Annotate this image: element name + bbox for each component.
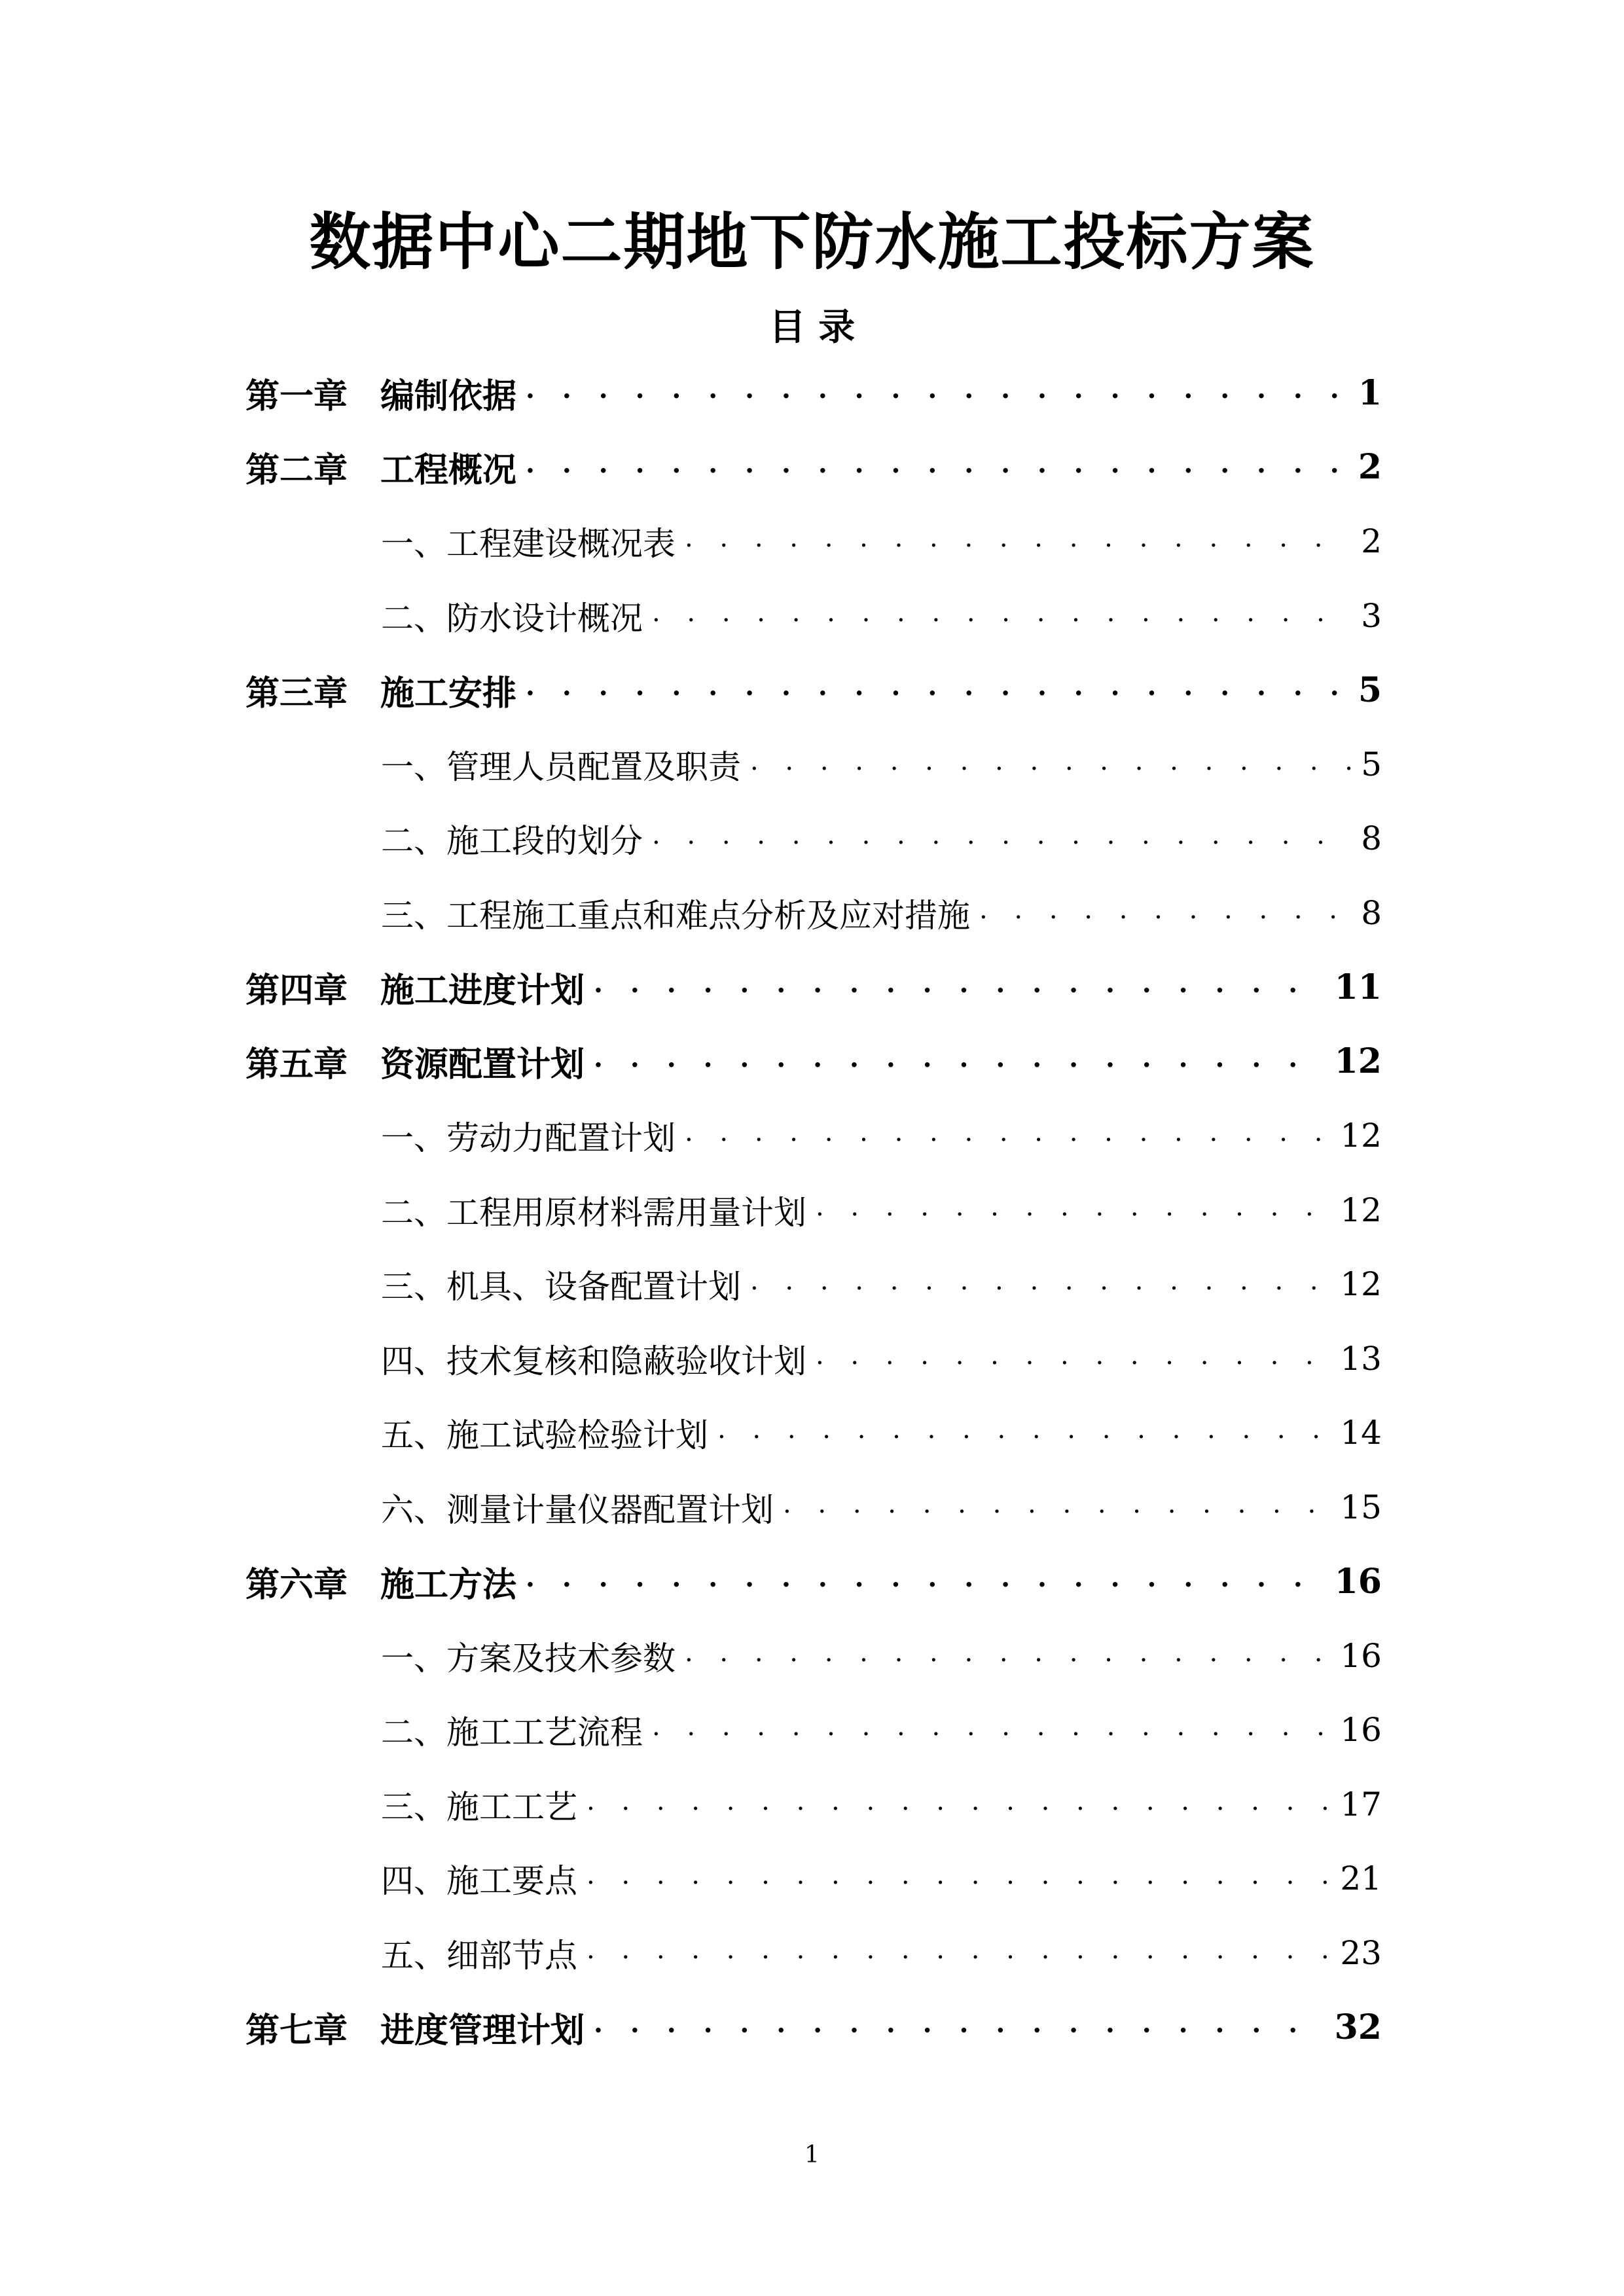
toc-entry-number: 第三章 — [245, 673, 348, 713]
toc-dot-leader — [594, 968, 1326, 1013]
toc-dot-leader — [717, 1414, 1331, 1459]
toc-entry-label: 管理人员配置及职责 — [446, 747, 741, 786]
toc-section-entry[interactable] — [381, 887, 1382, 939]
toc-entry-label: 工程建设概况表 — [446, 525, 676, 563]
toc-entry-page: 5 — [1358, 670, 1382, 710]
toc-entry-number: 第一章 — [245, 376, 348, 416]
toc-dot-leader — [816, 1192, 1331, 1236]
toc-entry-label: 防水设计概况 — [446, 599, 643, 637]
toc-entry-label: 施工试验检验计划 — [446, 1416, 708, 1454]
toc-section-entry[interactable] — [381, 1778, 1382, 1831]
toc-chapter-entry[interactable] — [245, 441, 1382, 493]
toc-entry-number: 第五章 — [245, 1045, 348, 1085]
toc-entry-page: 5 — [1361, 745, 1382, 783]
toc-entry-label: 劳动力配置计划 — [446, 1119, 676, 1157]
toc-entry-number: 四、 — [381, 1342, 446, 1380]
toc-entry-label: 施工工艺 — [446, 1787, 577, 1826]
toc-entry-page: 8 — [1361, 819, 1382, 857]
toc-entry-page: 14 — [1340, 1414, 1382, 1452]
toc-dot-leader — [816, 1340, 1331, 1385]
toc-entry-label: 资源配置计划 — [380, 1045, 585, 1085]
toc-section-entry[interactable] — [381, 590, 1382, 642]
toc-dot-leader — [594, 1043, 1326, 1088]
toc-entry-number: 第六章 — [245, 1564, 348, 1605]
toc-entry-page: 2 — [1358, 447, 1382, 487]
toc-entry-number: 第七章 — [245, 2010, 348, 2051]
toc-section-entry[interactable] — [381, 1927, 1382, 1979]
toc-entry-page: 2 — [1361, 522, 1382, 560]
toc-entry-page: 16 — [1340, 1711, 1382, 1749]
toc-entry-page: 12 — [1340, 1117, 1382, 1155]
toc-entry-number: 一、 — [381, 1119, 446, 1157]
document-title: 数据中心二期地下防水施工投标方案 — [309, 206, 1315, 278]
toc-entry-label: 施工段的划分 — [446, 822, 643, 860]
toc-entry-label: 工程施工重点和难点分析及应对措施 — [446, 896, 970, 935]
toc-entry-label: 方案及技术参数 — [446, 1639, 676, 1677]
toc-chapter-entry[interactable] — [245, 1035, 1382, 1088]
toc-entry-page: 16 — [1340, 1636, 1382, 1675]
toc-entry-number: 三、 — [381, 1787, 446, 1826]
toc-entry-label: 细部节点 — [446, 1936, 577, 1975]
toc-entry-number: 第二章 — [245, 450, 348, 490]
toc-entry-label: 机具、设备配置计划 — [446, 1268, 741, 1306]
toc-dot-leader — [685, 1638, 1331, 1682]
toc-entry-number: 三、 — [381, 896, 446, 935]
toc-dot-leader — [783, 1489, 1331, 1534]
toc-section-entry[interactable] — [381, 1258, 1382, 1310]
toc-chapter-entry[interactable] — [245, 2001, 1382, 2053]
toc-dot-leader — [685, 1117, 1331, 1162]
toc-chapter-entry[interactable] — [245, 664, 1382, 716]
toc-dot-leader — [586, 1786, 1331, 1831]
toc-dot-leader — [594, 2008, 1326, 2053]
toc-dot-leader — [526, 671, 1349, 716]
toc-dot-leader — [652, 1712, 1331, 1756]
toc-entry-number: 第四章 — [245, 970, 348, 1011]
toc-dot-leader — [750, 746, 1352, 791]
toc-entry-page: 23 — [1340, 1933, 1382, 1972]
toc-entry-label: 工程概况 — [380, 450, 517, 490]
toc-entry-page: 3 — [1361, 596, 1382, 635]
toc-section-entry[interactable] — [381, 1704, 1382, 1756]
toc-chapter-entry[interactable] — [245, 1555, 1382, 1607]
toc-entry-number: 二、 — [381, 1713, 446, 1751]
toc-entry-page: 15 — [1340, 1488, 1382, 1526]
toc-entry-number: 五、 — [381, 1416, 446, 1454]
toc-entry-page: 12 — [1340, 1265, 1382, 1303]
toc-entry-page: 11 — [1334, 967, 1382, 1007]
toc-entry-label: 施工工艺流程 — [446, 1713, 643, 1751]
toc-entry-page: 16 — [1334, 1561, 1382, 1602]
toc-entry-page: 1 — [1358, 372, 1382, 413]
toc-entry-page: 12 — [1340, 1191, 1382, 1229]
toc-dot-leader — [652, 598, 1352, 642]
toc-section-entry[interactable] — [381, 812, 1382, 865]
toc-entry-page: 13 — [1340, 1339, 1382, 1378]
toc-entry-label: 施工安排 — [380, 673, 517, 713]
toc-dot-leader — [979, 895, 1352, 939]
toc-dot-leader — [586, 1935, 1331, 1979]
toc-section-entry[interactable] — [381, 1852, 1382, 1905]
toc-dot-leader — [526, 1562, 1326, 1607]
toc-section-entry[interactable] — [381, 1333, 1382, 1385]
toc-dot-leader — [652, 820, 1352, 865]
toc-entry-label: 施工方法 — [380, 1564, 517, 1605]
toc-dot-leader — [526, 448, 1349, 493]
toc-entry-label: 工程用原材料需用量计划 — [446, 1193, 806, 1232]
toc-section-entry[interactable] — [381, 738, 1382, 791]
toc-dot-leader — [685, 523, 1352, 567]
toc-entry-label: 编制依据 — [380, 376, 517, 416]
toc-section-entry[interactable] — [381, 1407, 1382, 1459]
toc-entry-label: 技术复核和隐蔽验收计划 — [446, 1342, 806, 1380]
toc-section-entry[interactable] — [381, 515, 1382, 567]
toc-entry-number: 五、 — [381, 1936, 446, 1975]
toc-entry-page: 8 — [1361, 893, 1382, 932]
toc-heading: 目 录 — [768, 306, 856, 349]
toc-entry-page: 32 — [1334, 2007, 1382, 2047]
toc-entry-number: 二、 — [381, 599, 446, 637]
toc-entry-number: 一、 — [381, 1639, 446, 1677]
toc-section-entry[interactable] — [381, 1630, 1382, 1682]
toc-chapter-entry[interactable] — [245, 961, 1382, 1013]
toc-entry-number: 一、 — [381, 747, 446, 786]
toc-section-entry[interactable] — [381, 1481, 1382, 1534]
toc-entry-number: 六、 — [381, 1490, 446, 1529]
toc-entry-label: 进度管理计划 — [380, 2010, 585, 2051]
toc-entry-label: 施工进度计划 — [380, 970, 585, 1011]
toc-entry-number: 一、 — [381, 525, 446, 563]
toc-dot-leader — [750, 1266, 1331, 1310]
toc-entry-number: 三、 — [381, 1268, 446, 1306]
toc-entry-page: 21 — [1340, 1859, 1382, 1897]
toc-entry-number: 二、 — [381, 822, 446, 860]
toc-dot-leader — [586, 1860, 1331, 1905]
toc-section-entry[interactable] — [381, 1109, 1382, 1162]
toc-chapter-entry[interactable] — [245, 367, 1382, 419]
toc-section-entry[interactable] — [381, 1184, 1382, 1236]
toc-dot-leader — [526, 374, 1349, 419]
toc-entry-number: 二、 — [381, 1193, 446, 1232]
toc-entry-label: 施工要点 — [446, 1862, 577, 1900]
toc-entry-number: 四、 — [381, 1862, 446, 1900]
toc-entry-page: 17 — [1340, 1785, 1382, 1823]
page-number: 1 — [804, 2142, 820, 2168]
toc-entry-page: 12 — [1334, 1041, 1382, 1081]
toc-entry-label: 测量计量仪器配置计划 — [446, 1490, 774, 1529]
